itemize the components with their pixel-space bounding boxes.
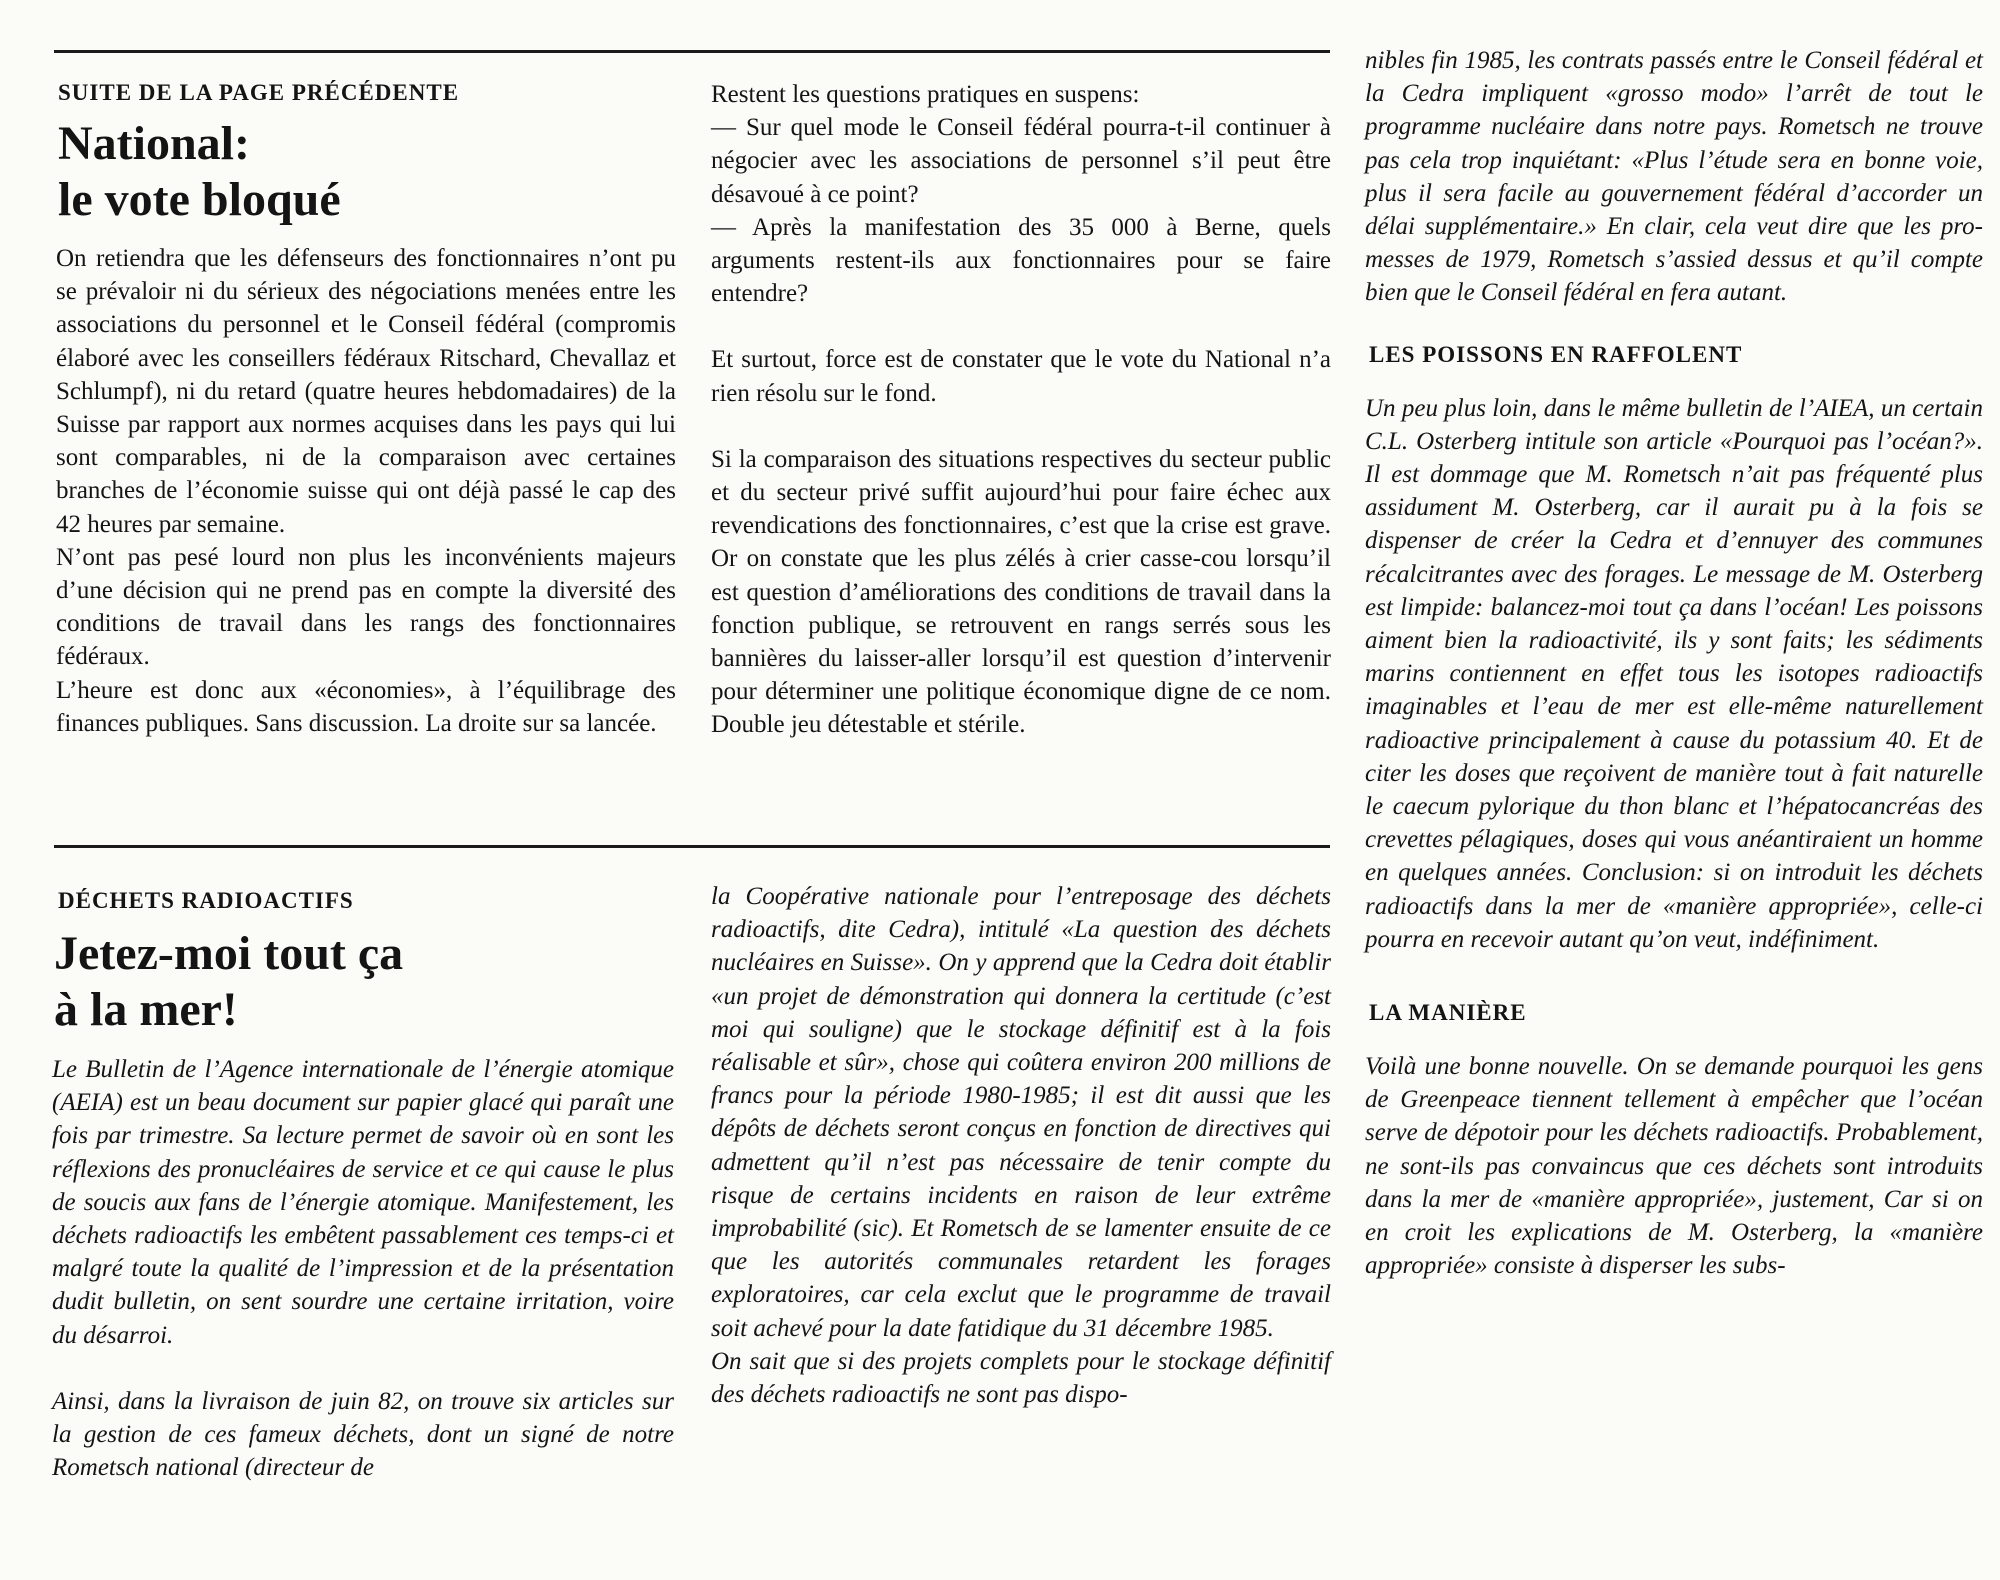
article1-col2-paragraph2: — Sur quel mode le Conseil fédéral pourra-t-il continuer à négocier avec les associations de personnel s’il peut être désavoué à ce point?	[711, 114, 1331, 208]
article1-headline-line1: National:	[58, 117, 250, 170]
article1-col2-paragraph5: Si la comparaison des situations respectives du secteur public et du secteur privé suffit aujourd’hui pour faire échec aux revendications des fonctionnaires, c’est que la crise est grave. Or on constate que les plus zélés à crier casse-cou lorsqu’il est question d’améliorations des conditions de travail dans la fonction publique, se retrouvent en rangs serrés sous les bannières du laisser-aller lorsqu’il est question d’intervenir pour déterminer une politique économique digne de ce nom. Double jeu détestable et stérile.	[711, 445, 1331, 739]
article2-col1-paragraph2: Ainsi, dans la livraison de juin 82, on trouve six articles sur la gestion de ces fameux déchets, dont un signé de notre Rometsch national (directeur de	[52, 1387, 674, 1482]
subhead-la-maniere: LA MANIÈRE	[1369, 1000, 1527, 1026]
subhead-les-poissons: LES POISSONS EN RAFFOLENT	[1369, 341, 1743, 367]
article2-column2	[711, 880, 1331, 1411]
article2-headline	[54, 926, 403, 1038]
right-column-paragraph3: Voilà une bonne nouvelle. On se demande pourquoi les gens de Greenpeace tiennent tellement à empêcher que l’océan serve de dépotoir pour les déchets radioactifs. Probablement, ne sont-ils pas convaincus que ces déchets sont introduits dans la mer de «manière appropriée», justement, Car si on en croit les explications de M. Osterberg, la «manière appropriée» consiste à disperser les subs-	[1365, 1053, 1983, 1280]
article2-headline-line1: Jetez-moi tout ça	[54, 927, 404, 980]
article2-column1	[52, 1053, 674, 1484]
article2-col2-paragraph1: la Coopérative nationale pour l’entreposage des déchets radioactifs, dite Cedra), intitulé «La question des déchets nucléaires en Suisse». On y apprend que la Cedra doit établir «un projet de démonstration qui donnera la certitude (c’est moi qui souligne) que le stockage définitif est à la fois réalisable et sûr», chose qui coûtera environ 200 millions de francs pour la période 1980-1985; il est dit aussi que les dépôts de déchets seront conçus en fonction de directives qui admettent qu’il n’est pas nécessaire de tenir compte du risque de certains incidents en raison de leur extrême improbabilité (sic). Et Rometsch de se lamenter ensuite de ce que les autorités communales retardent les forages exploratoires, car cela exclut que le programme de travail soit achevé pour la date fatidique du 31 décembre 1985.	[711, 883, 1331, 1342]
right-column-paragraph1: nibles fin 1985, les contrats passés entre le Conseil fédéral et la Cedra impliquent «grosso modo» l’arrêt de tout le programme nucléaire dans notre pays. Rometsch ne trouve pas cela trop inquiétant: «Plus l’étude sera en bonne voie, plus il sera facile au gouvernement fédéral d’accorder un délai supplémentaire.» En clair, cela veut dire que les promesses de 1979, Rometsch s’assied dessus et qu’il compte bien que le Conseil fédéral en fera autant.	[1365, 47, 1983, 307]
article1-column2	[711, 78, 1331, 742]
article1-col1-paragraph2: N’ont pas pesé lourd non plus les inconvénients majeurs d’une décision qui ne prend pas en compte la diversité des conditions de travail dans les rangs des fonctionnaires fédéraux.	[56, 543, 676, 671]
article1-column1	[56, 242, 676, 740]
article1-col1-paragraph1: On retiendra que les défenseurs des fonctionnaires n’ont pu se prévaloir ni du sérieux des négociations menées entre les associations du personnel et le Conseil fédéral (compromis élaboré avec les conseillers fédéraux Ritschard, Chevallaz et Schlumpf), ni du retard (quatre heures hebdomadaires) de la Suisse par rapport aux normes acquises dans les pays qui lui sont comparables, ni de la comparaison avec certaines branches de l’économie suisse qui ont déjà passé le cap des 42 heures par semaine.	[56, 245, 676, 538]
article1-col2-paragraph3: — Après la manifestation des 35 000 à Berne, quels arguments restent-ils aux fonctionnaires pour se faire entendre?	[711, 213, 1331, 308]
article1-col2-paragraph1: Restent les questions pratiques en suspens:	[711, 81, 1140, 108]
article2-kicker: DÉCHETS RADIOACTIFS	[58, 888, 354, 913]
right-column	[1365, 44, 1983, 1283]
article2-col1-paragraph1: Le Bulletin de l’Agence internationale de l’énergie atomique (AEIA) est un beau document sur papier glacé qui paraît une fois par trimestre. Sa lecture permet de savoir où en sont les réflexions des pronucléaires de service et ce qui cause le plus de soucis aux fans de l’énergie atomique. Manifestement, les déchets radioactifs les embêtent passablement ces temps-ci et malgré toute la qualité de l’impression et de la présentation dudit bulletin, on sent sourdre une certaine irritation, voire du désarroi.	[52, 1056, 674, 1349]
article1-col2-paragraph4: Et surtout, force est de constater que le vote du National n’a rien résolu sur le fond.	[711, 346, 1331, 407]
top-rule	[54, 50, 1330, 53]
section-divider-rule	[54, 845, 1330, 848]
article1-kicker: SUITE DE LA PAGE PRÉCÉDENTE	[58, 80, 460, 105]
article1-headline-line2: le vote bloqué	[58, 173, 341, 226]
article2-col2-paragraph2: On sait que si des projets complets pour le stockage définitif des déchets radioactifs ne sont pas dispo-	[711, 1347, 1331, 1409]
article2-headline-line2: à la mer!	[54, 983, 238, 1036]
article1-headline	[58, 116, 341, 228]
article1-col1-paragraph3: L’heure est donc aux «économies», à l’équilibrage des finances publiques. Sans discussion. La droite sur sa lancée.	[56, 676, 676, 737]
right-column-paragraph2: Un peu plus loin, dans le même bulletin de l’AIEA, un certain C.L. Osterberg intitule son article «Pourquoi pas l’océan?». Il est dommage que M. Rometsch n’ait pas fréquenté plus assidument M. Osterberg, car il aurait pu à la fois se dispenser de créer la Cedra et d’ennuyer des communes récalcitrantes avec des forages. Le message de M. Osterberg est limpide: balancez-moi tout ça dans l’océan! Les poissons aiment bien la radioactivité, ils y sont faits; les sédiments marins contiennent en effet tous les isotopes radioactifs imaginables et l’eau de mer est elle-même naturellement radioactive principalement à cause du potassium 40. Et de citer les doses que reçoivent de manière tout à fait naturelle le caecum pylorique du thon blanc et l’hépatocancréas des crevettes pélagiques, doses qui vous anéantiraient un homme en quelques années. Conclusion: si on introduit les déchets radioactifs dans la mer de «manière appropriée», celle-ci pourra en recevoir autant qu’on veut, indéfiniment.	[1365, 394, 1983, 953]
